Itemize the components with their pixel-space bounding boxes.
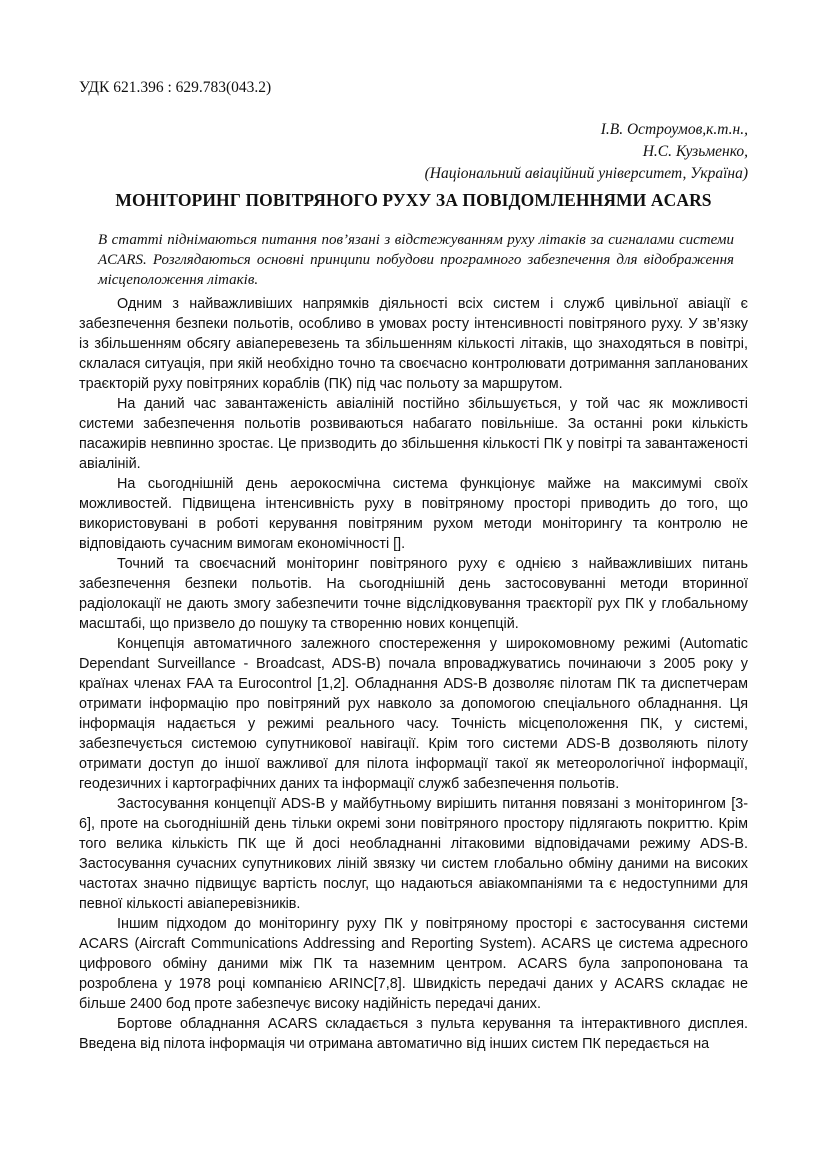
paragraph: На даний час завантаженість авіаліній постійно збільшується, у той час як можливості системи забезпечення польотів розвиваються набагато повільніше. За останні роки кількість пасажирів невпинно зростає. Це призводить до збільшення кількості ПК у повітрі та завантаженості авіаліній. [79, 396, 748, 472]
author-affiliation: (Національний авіаційний університет, Україна) [424, 165, 748, 182]
paragraph: Концепція автоматичного залежного спостереження у широкомовному режимі (Automatic Dependant Surveillance - Broadcast, ADS-B) почала впроваджуватись починаючи з 2005 року у країнах членах FAA та Eurocontrol [1,2]. Обладнання ADS-B дозволяє пілотам ПК та диспетчерам отримати інформацію про повітряний рух навколо за допомогою спеціального обладнання. Ця інформація надається у режимі реального часу. Точність місцеположення ПК, у системі, забезпечується системою супутникової навігації. Крім того системи ADS-B дозволяють пілоту отримати доступ до іншої важливої для пілота інформації такої як метеорологічної інформації, геодезичних і картографічних даних та інформації служб забезпечення польотів. [79, 636, 748, 792]
paragraph: Бортове обладнання ACARS складається з пульта керування та інтерактивного дисплея. Введена від пілота інформація чи отримана автоматично від інших систем ПК передається на [79, 1016, 748, 1052]
paragraph: На сьогоднішній день аерокосмічна система функціонує майже на максимумі своїх можливостей. Підвищена інтенсивність руху в повітряному просторі приводить до того, що використовувані в роботі керування повітряним рухом методи моніторингу та контролю не відповідають сучасним вимогам економічності []. [79, 476, 748, 552]
paragraph: Точний та своєчасний моніторинг повітряного руху є однією з найважливіших питань забезпечення безпеки польотів. На сьогоднішній день застосовуванні методи вторинної радіолокації не дають змогу забезпечити точне відслідковування траєкторії рух ПК у глобальному масштабі, що призвело до пошуку та створенню нових концепцій. [79, 556, 748, 632]
author-2: Н.С. Кузьменко, [642, 143, 748, 160]
paragraph: Одним з найважливіших напрямків діяльності всіх систем і служб цивільної авіації є забезпечення безпеки польотів, особливо в умовах росту інтенсивності повітряного руху. У зв’язку із збільшенням обсягу авіаперевезень та збільшенням кількості літаків, що знаходяться в повітрі, склалася ситуація, при якій необхідно точно та своєчасно контролювати дотримання запланованих траєкторій руху повітряних кораблів (ПК) під час польоту за маршрутом. [79, 296, 748, 392]
author-block [425, 119, 748, 185]
author-1: І.В. Остроумов,к.т.н., [600, 121, 748, 138]
paper-title: МОНІТОРИНГ ПОВІТРЯНОГО РУХУ ЗА ПОВІДОМЛЕННЯМИ ACARS [115, 190, 712, 210]
abstract: В статті піднімаються питання пов’язані з відстежуванням руху літаків за сигналами системи ACARS. Розглядаються основні принципи побудови програмного забезпечення для відображення місцеположення літаків. [98, 232, 734, 288]
paragraph: Застосування концепції ADS-B у майбутньому вирішить питання повязані з моніторингом [3-6], проте на сьогоднішній день тільки окремі зони повітряного простору підлягають покриттю. Крім того велика кількість ПК ще й досі необладнанні літаковими відповідачами режиму ADS-B. Застосування сучасних супутникових ліній звязку чи систем глобально обміну даними на високих частотах значно підвищує вартість послуг, що надаються авіакомпаніями та є недоступними для певної кількості авіаперевізників. [79, 796, 748, 912]
body-text [79, 294, 748, 1054]
udk-code: УДК 621.396 : 629.783(043.2) [79, 79, 272, 96]
paragraph: Іншим підходом до моніторингу руху ПК у повітряному просторі є застосування системи ACARS (Aircraft Communications Addressing and Reporting System). ACARS це система адресного цифрового обміну даними між ПК та наземним центром. ACARS була запропонована та розроблена у 1978 році компанією ARINC[7,8]. Швидкість передачі даних у ACARS складає не більше 2400 бод проте забезпечує високу надійність передачі даних. [79, 916, 748, 1012]
